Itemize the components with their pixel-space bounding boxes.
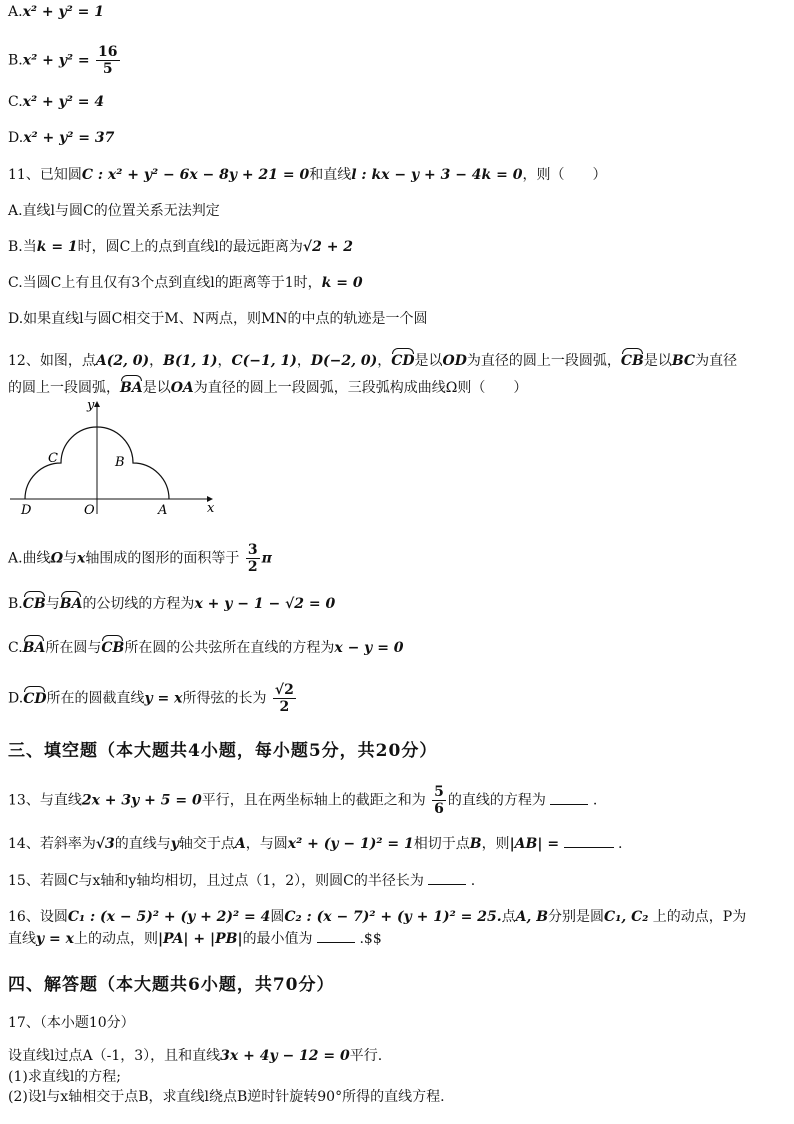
- q17-body: [8, 1046, 382, 1066]
- option-letter: B.: [8, 52, 23, 69]
- fraction-denominator: 6: [434, 801, 444, 817]
- question-text: 的直线的方程为: [447, 792, 546, 809]
- question-text: 的最小值为: [242, 931, 313, 947]
- question-text: 的圆上一段圆弧，: [8, 380, 120, 396]
- option-text: 与: [45, 596, 60, 612]
- q12-option-d: [8, 682, 298, 715]
- question-text: 是以: [643, 353, 672, 369]
- question-text: 的直线与: [114, 836, 171, 852]
- label-a: A: [158, 503, 168, 518]
- option-text: B.当: [8, 239, 37, 255]
- circle-equation: C₁ : (x − 5)² + (y + 2)² = 4: [67, 909, 271, 925]
- q12-option-a: [8, 542, 272, 575]
- option-math: k = 1: [36, 239, 78, 255]
- question-text: ，则（ ）: [522, 167, 607, 183]
- arc-cb: CB: [22, 596, 46, 612]
- option-text: 所在圆与: [45, 640, 102, 656]
- question-text: 和直线: [309, 167, 352, 183]
- question-text: 16、设圆: [8, 909, 68, 925]
- option-text: A.曲线: [8, 550, 51, 567]
- option-letter: C.: [8, 94, 23, 110]
- segment-bc: BC: [671, 353, 696, 369]
- option-text: C.当圆C上有且仅有3个点到直线l的距离等于1时，: [8, 275, 322, 291]
- point-b: B(1, 1): [163, 353, 218, 369]
- answer-blank[interactable]: [564, 834, 614, 848]
- question-text: .: [617, 836, 623, 852]
- label-y: y: [87, 398, 95, 413]
- option-text: 所得弦的长为: [182, 690, 267, 707]
- option-text: C.: [8, 640, 23, 656]
- question-text: .: [592, 792, 598, 809]
- question-text: .$$: [359, 931, 382, 947]
- separator: ，: [377, 353, 392, 369]
- section-heading-solutions: 四、解答题（本大题共6小题，共70分）: [8, 975, 335, 995]
- question-text: 14、若斜率为: [8, 836, 96, 852]
- option-equation: x² + y² =: [22, 52, 90, 69]
- option-equation: x² + y² = 4: [22, 94, 105, 110]
- label-d: D: [21, 503, 32, 518]
- question-text: 是以: [414, 353, 443, 369]
- option-math: π: [261, 550, 272, 567]
- question-text: 12、如图，点: [8, 353, 96, 369]
- question-text: 上的动点，则: [73, 931, 158, 947]
- option-text: 所在圆的公共弦所在直线的方程为: [124, 640, 335, 656]
- question-text: .: [470, 873, 476, 889]
- option-math: Ω: [50, 550, 64, 567]
- segment-od: OD: [442, 353, 467, 369]
- question-text: 相切于点: [413, 836, 470, 852]
- option-math: |AB| =: [509, 836, 560, 852]
- question-text: 设直线l过点A（-1，3），且和直线: [8, 1048, 221, 1064]
- option-equation: x² + y² = 1: [22, 4, 105, 20]
- question-text: 点: [501, 909, 516, 925]
- fraction: [432, 784, 446, 817]
- question-text: 上的动点，P为: [648, 909, 747, 925]
- fraction-denominator: 2: [247, 559, 258, 575]
- option-text: 的公切线的方程为: [82, 596, 195, 612]
- line-equation: 2x + 3y + 5 = 0: [81, 792, 202, 809]
- separator: ，: [296, 353, 311, 369]
- option-text: D.: [8, 690, 24, 707]
- question-text: 13、与直线: [8, 792, 82, 809]
- q12-stem-line1: [8, 351, 737, 371]
- q11-option-b: [8, 237, 353, 257]
- option-math: √2 + 2: [302, 239, 354, 255]
- option-math: A: [234, 836, 246, 852]
- point-d: D(−2, 0): [310, 353, 378, 369]
- q11-stem: [8, 165, 606, 185]
- option-letter: A.: [8, 4, 23, 20]
- option-text: B.: [8, 596, 23, 612]
- fraction: [96, 44, 119, 77]
- arc-ba: BA: [120, 380, 143, 396]
- option-math: y: [170, 836, 179, 852]
- line-equation: y = x: [36, 931, 74, 947]
- option-math: y = x: [144, 690, 183, 707]
- option-math: √3: [95, 836, 115, 852]
- arc-ba: BA: [22, 640, 46, 656]
- question-text: 平行.: [349, 1048, 383, 1064]
- q11-option-a: A.直线l与圆C的位置关系无法判定: [8, 203, 220, 219]
- question-text: 圆: [270, 909, 285, 925]
- option-text: 轴围成的图形的面积等于: [85, 550, 240, 567]
- q11-option-c: [8, 273, 363, 293]
- option-equation: x² + y² = 37: [23, 130, 115, 146]
- q16-line2: [8, 929, 382, 949]
- question-text: 11、已知圆: [8, 167, 82, 183]
- answer-blank[interactable]: [428, 871, 466, 885]
- separator: ，: [217, 353, 232, 369]
- q10-option-b: [8, 44, 122, 77]
- label-b: B: [115, 455, 125, 470]
- option-math: k = 0: [321, 275, 363, 291]
- q10-option-c: [8, 92, 104, 112]
- q13: [8, 784, 597, 817]
- q11-option-d: D.如果直线l与圆C相交于M、N两点，则MN的中点的轨迹是一个圆: [8, 311, 428, 327]
- fraction-denominator: 5: [102, 61, 113, 77]
- question-text: 15、若圆C与x轴和y轴均相切，且过点（1，2），则圆C的半径长为: [8, 873, 424, 889]
- fraction-numerator: √2: [274, 682, 294, 698]
- segment-oa: OA: [170, 380, 194, 396]
- section-heading-fill-in: 三、填空题（本大题共4小题，每小题5分，共20分）: [8, 741, 438, 761]
- q17-part1: (1)求直线l的方程;: [8, 1069, 122, 1085]
- arc-ba: BA: [59, 596, 83, 612]
- option-letter: D.: [8, 130, 24, 146]
- option-math: x: [77, 550, 86, 567]
- arc-cd: CD: [391, 353, 415, 369]
- fraction: [246, 542, 260, 575]
- question-text: 为直径的圆上一段圆弧，: [466, 353, 621, 369]
- option-math: x − y = 0: [334, 640, 404, 656]
- circle-equation: C₂ : (x − 7)² + (y + 1)² = 25.: [284, 909, 502, 925]
- question-text: 轴交于点: [178, 836, 235, 852]
- question-text: 是以: [142, 380, 171, 396]
- circle-equation: C : x² + y² − 6x − 8y + 21 = 0: [81, 167, 310, 183]
- option-math: C₁, C₂: [604, 909, 649, 925]
- circle-equation: x² + (y − 1)² = 1: [287, 836, 414, 852]
- question-text: 直线: [8, 931, 36, 947]
- arc-cb: CB: [101, 640, 125, 656]
- fraction-numerator: 3: [247, 542, 258, 558]
- q12-figure: [8, 398, 218, 518]
- option-text: 时，圆C上的点到直线l的最远距离为: [77, 239, 303, 255]
- separator: ，: [149, 353, 164, 369]
- question-text: 分别是圆: [548, 909, 605, 925]
- option-text: 所在的圆截直线: [46, 690, 145, 707]
- question-text: 为直径: [695, 353, 738, 369]
- q10-option-d: [8, 128, 114, 148]
- option-math: A, B: [515, 909, 549, 925]
- q17-part2: (2)设l与x轴相交于点B，求直线l绕点B逆时针旋转90°所得的直线方程.: [8, 1089, 445, 1105]
- question-text: ，则: [481, 836, 510, 852]
- label-o: O: [84, 503, 95, 518]
- q15: [8, 871, 475, 891]
- q14: [8, 834, 622, 854]
- fraction-denominator: 2: [279, 699, 290, 715]
- answer-blank[interactable]: [317, 929, 355, 943]
- answer-blank[interactable]: [550, 791, 588, 805]
- q12-stem-line2: [8, 378, 527, 398]
- q12-option-c: [8, 638, 404, 658]
- option-text: 与: [63, 550, 78, 567]
- arc-cb: CB: [620, 353, 644, 369]
- point-a: A(2, 0): [95, 353, 150, 369]
- line-equation: l : kx − y + 3 − 4k = 0: [351, 167, 523, 183]
- question-text: 平行，且在两坐标轴上的截距之和为: [201, 792, 426, 809]
- option-math: |PA| + |PB|: [157, 931, 243, 947]
- q16-line1: [8, 907, 746, 927]
- q12-option-b: [8, 594, 335, 614]
- point-c: C(−1, 1): [231, 353, 297, 369]
- q17-title: 17、（本小题10分）: [8, 1015, 135, 1031]
- option-math: B: [469, 836, 482, 852]
- question-text: ，与圆: [245, 836, 288, 852]
- line-equation: 3x + 4y − 12 = 0: [220, 1048, 350, 1064]
- fraction: [273, 682, 296, 715]
- fraction-numerator: 16: [98, 44, 118, 60]
- fraction-numerator: 5: [434, 784, 444, 800]
- option-math: x + y − 1 − √2 = 0: [194, 596, 336, 612]
- q10-option-a: [8, 2, 104, 22]
- label-x: x: [207, 501, 215, 516]
- label-c: C: [48, 451, 58, 466]
- arc-cd: CD: [23, 690, 47, 707]
- question-text: 为直径的圆上一段圆弧，三段弧构成曲线Ω则（ ）: [193, 380, 528, 396]
